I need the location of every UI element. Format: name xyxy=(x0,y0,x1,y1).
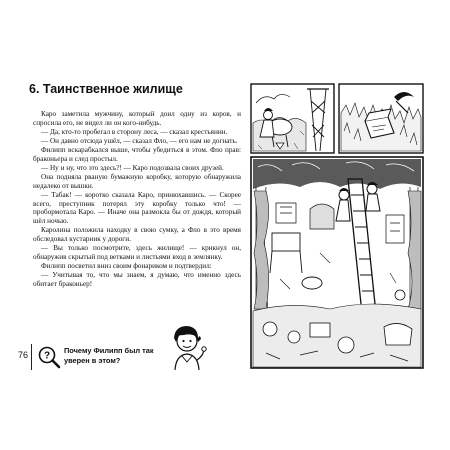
story-text xyxy=(33,110,241,289)
paragraph: — Он давно отсюда ушёл, — сказал Фло, — его нам не догнать. xyxy=(41,136,238,145)
paragraph: — Да, кто-то пробегал в сторону леса, — сказал крестьянин. xyxy=(41,127,228,136)
comic-illustration xyxy=(250,83,424,369)
question-line: Почему Филипп был так xyxy=(64,346,154,355)
paragraph: Филипп посветил вниз своим фонариком и подтвердил: xyxy=(41,262,212,271)
page-number: 76 xyxy=(18,350,29,360)
paragraph: — Табак! — коротко сказала Каро, принюхавшись. — Скорее всего, преступник потерял эту коробку только что! — пробормотала Каро. — Иначе она размокла бы от дождя, который шёл ночью. xyxy=(33,190,241,226)
question-line: уверен в этом? xyxy=(64,356,121,365)
magnifier-question-icon xyxy=(37,345,61,369)
panel-man-milking-cow xyxy=(251,84,334,153)
paragraph: Каролина положила находку в свою сумку, а Фло в это время обследовал кустарник у дороги. xyxy=(33,226,241,244)
panel-found-box xyxy=(339,84,423,153)
paragraph: Она подняла рваную бумажную коробку, которую обнаружила недалеко от вышки. xyxy=(33,172,241,190)
paragraph: Филипп вскарабкался выше, чтобы убедиться в этом. Фло прав: браконьера и след простыл. xyxy=(33,145,241,163)
paragraph: Каро заметила мужчину, который доил одну из коров, и спросила его, не видел ли он кого-нибудь. xyxy=(33,110,241,127)
paragraph: — Ну и ну, что это здесь?! — Каро подозвала своих друзей. xyxy=(41,163,224,172)
chapter-title: 6. Таинственное жилище xyxy=(29,82,183,96)
svg-text:?: ? xyxy=(43,350,51,362)
paragraph: — Учитывая то, что мы знаем, я думаю, что именно здесь обитает браконьер! xyxy=(33,271,241,289)
panel-hidden-dwelling xyxy=(251,157,423,368)
paragraph: — Вы только посмотрите, здесь жилище! — крикнул он, обнаружив скрытый под ветками и листьями вход в землянку. xyxy=(33,244,241,262)
footer-divider xyxy=(31,344,32,370)
question-box xyxy=(64,346,174,366)
boy-character-icon xyxy=(165,322,207,372)
